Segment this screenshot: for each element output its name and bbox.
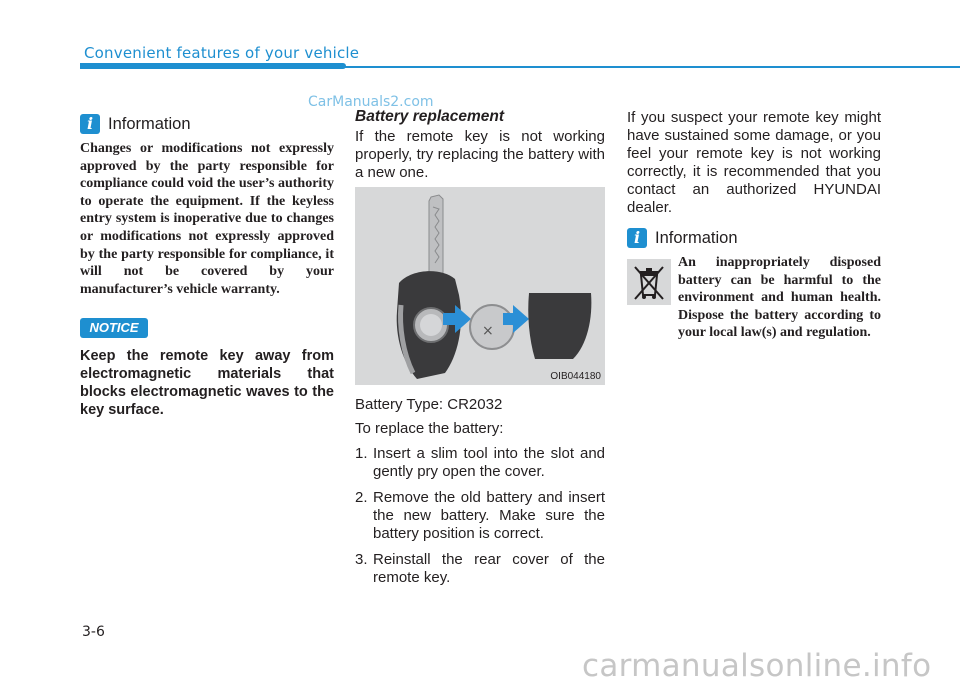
step-number: 2. xyxy=(355,489,368,506)
info-heading-left xyxy=(80,114,191,134)
svg-text:×: × xyxy=(482,323,494,339)
section-header-title: Convenient features of your vehicle xyxy=(84,44,360,62)
battery-intro: If the remote key is not working properly, try replacing the battery with a new one. xyxy=(355,128,605,181)
battery-type: Battery Type: CR2032 xyxy=(355,396,503,413)
steps-list xyxy=(355,437,605,587)
watermark-bottom: carmanualsonline.info xyxy=(582,648,932,684)
recycle-bin-crossed-icon xyxy=(627,259,671,305)
list-item xyxy=(355,551,605,587)
remote-key-illustration xyxy=(355,187,605,385)
info-text-right: An inappropriately disposed battery can be harmful to the environment and human health. Dispose the battery according to your local law(s) and regulation. xyxy=(678,255,881,341)
info-text-left: Changes or modifications not expressly approved by the party responsible for compliance could void the user’s authority to operate the equipment. If the keyless entry system is inoperative due to changes or modifications not expressly approved by the party responsible for compliance, it will not be covered by your manufacturer’s vehicle warranty. xyxy=(80,141,334,297)
step-text: Reinstall the rear cover of the remote key. xyxy=(373,551,605,586)
damage-advice-text: If you suspect your remote key might have sustained some damage, or you feel your remote key is not working correctly, it is recommended that you contact an authorized HYUNDAI dealer. xyxy=(627,109,881,216)
info-icon: i xyxy=(627,228,647,248)
notice-badge: NOTICE xyxy=(80,318,148,338)
notice-text: Keep the remote key away from electromagnetic materials that blocks electromagnetic waves to the key surface. xyxy=(80,348,334,418)
step-number: 1. xyxy=(355,445,368,462)
info-heading-right xyxy=(627,228,738,248)
step-number: 3. xyxy=(355,551,368,568)
header-rule xyxy=(80,66,960,68)
info-heading-label: Information xyxy=(108,114,191,133)
list-item xyxy=(355,489,605,543)
info-heading-label: Information xyxy=(655,228,738,247)
info-icon: i xyxy=(80,114,100,134)
remote-key-figure xyxy=(355,187,605,385)
figure-label: OIB044180 xyxy=(550,371,601,382)
rear-cover xyxy=(528,293,591,359)
battery-replacement-title: Battery replacement xyxy=(355,108,505,125)
list-item xyxy=(355,445,605,481)
step-text: Remove the old battery and insert the new battery. Make sure the battery position is correct. xyxy=(373,489,605,542)
steps-intro: To replace the battery: xyxy=(355,420,504,437)
page-number: 3-6 xyxy=(82,624,105,640)
step-text: Insert a slim tool into the slot and gently pry open the cover. xyxy=(373,445,605,480)
watermark-top: CarManuals2.com xyxy=(308,94,434,110)
